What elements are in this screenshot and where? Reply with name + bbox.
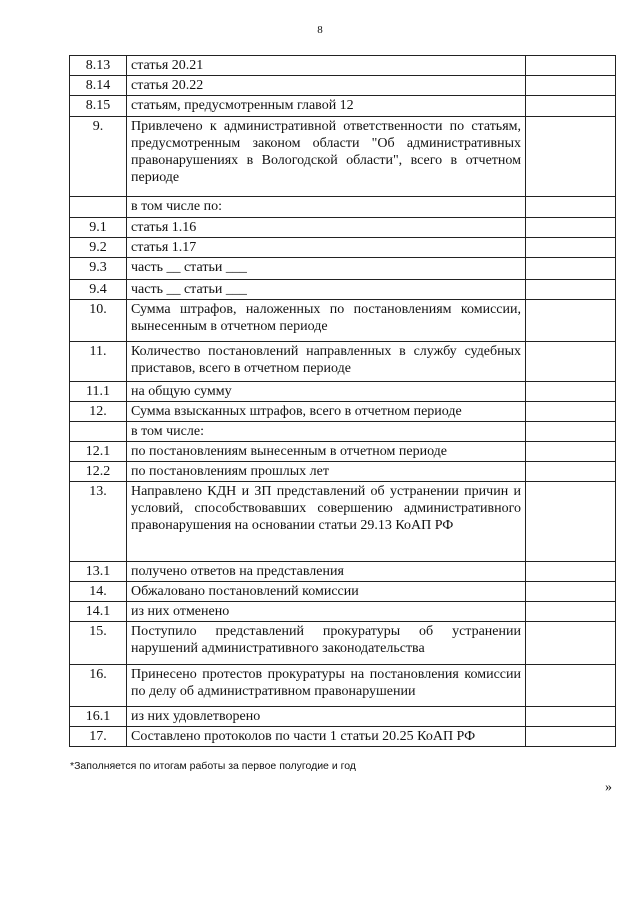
- row-number-cell: 14.1: [70, 602, 127, 622]
- row-description-cell: Сумма штрафов, наложенных по постановлениям комиссии, вынесенным в отчетном периоде: [127, 300, 526, 342]
- row-value-cell: [526, 342, 616, 382]
- row-description-cell: Направлено КДН и ЗП представлений об устранении причин и условий, способствовавших совершению административного правонарушения на основании статьи 29.13 КоАП РФ: [127, 482, 526, 562]
- row-value-cell: [526, 727, 616, 747]
- row-value-cell: [526, 665, 616, 707]
- row-number-cell: 16.1: [70, 707, 127, 727]
- row-description-cell: статьям, предусмотренным главой 12: [127, 96, 526, 117]
- row-description-cell: статья 1.16: [127, 218, 526, 238]
- row-description-cell: Принесено протестов прокуратуры на постановления комиссии по делу об административном правонарушении: [127, 665, 526, 707]
- table-row: [70, 402, 616, 422]
- row-description-cell: статья 20.22: [127, 76, 526, 96]
- row-value-cell: [526, 602, 616, 622]
- row-number-cell: 16.: [70, 665, 127, 707]
- row-value-cell: [526, 622, 616, 665]
- table-row: [70, 422, 616, 442]
- row-number-cell: 8.14: [70, 76, 127, 96]
- row-number-cell: 9.2: [70, 238, 127, 258]
- closing-quote-mark: »: [605, 780, 612, 795]
- row-value-cell: [526, 707, 616, 727]
- row-number-cell: 9.: [70, 117, 127, 197]
- table-row: [70, 622, 616, 665]
- row-value-cell: [526, 117, 616, 197]
- row-value-cell: [526, 402, 616, 422]
- table-row: [70, 197, 616, 218]
- row-number-cell: 12.2: [70, 462, 127, 482]
- table-row: [70, 442, 616, 462]
- row-description-cell: Обжаловано постановлений комиссии: [127, 582, 526, 602]
- row-number-cell: 10.: [70, 300, 127, 342]
- row-value-cell: [526, 562, 616, 582]
- row-number-cell: 13.: [70, 482, 127, 562]
- row-description-cell: по постановлениям прошлых лет: [127, 462, 526, 482]
- row-description-cell: из них отменено: [127, 602, 526, 622]
- row-number-cell: 11.1: [70, 382, 127, 402]
- table-row: [70, 562, 616, 582]
- row-number-cell: 8.13: [70, 56, 127, 76]
- table-row: [70, 218, 616, 238]
- row-value-cell: [526, 442, 616, 462]
- row-value-cell: [526, 56, 616, 76]
- table-row: [70, 602, 616, 622]
- report-table-body: [70, 56, 616, 747]
- row-description-cell: часть __ статьи ___: [127, 258, 526, 280]
- row-description-cell: Количество постановлений направленных в службу судебных приставов, всего в отчетном периоде: [127, 342, 526, 382]
- row-number-cell: [70, 197, 127, 218]
- row-description-cell: в том числе:: [127, 422, 526, 442]
- row-description-cell: на общую сумму: [127, 382, 526, 402]
- row-number-cell: 11.: [70, 342, 127, 382]
- row-description-cell: Сумма взысканных штрафов, всего в отчетном периоде: [127, 402, 526, 422]
- row-value-cell: [526, 422, 616, 442]
- row-value-cell: [526, 76, 616, 96]
- table-row: [70, 96, 616, 117]
- table-row: [70, 707, 616, 727]
- row-number-cell: 17.: [70, 727, 127, 747]
- row-value-cell: [526, 482, 616, 562]
- row-value-cell: [526, 218, 616, 238]
- row-description-cell: Составлено протоколов по части 1 статьи 20.25 КоАП РФ: [127, 727, 526, 747]
- row-number-cell: 9.4: [70, 280, 127, 300]
- row-number-cell: 13.1: [70, 562, 127, 582]
- table-row: [70, 482, 616, 562]
- row-value-cell: [526, 462, 616, 482]
- row-value-cell: [526, 197, 616, 218]
- report-table: [69, 55, 616, 747]
- row-value-cell: [526, 96, 616, 117]
- table-row: [70, 665, 616, 707]
- row-description-cell: статья 1.17: [127, 238, 526, 258]
- row-number-cell: [70, 422, 127, 442]
- row-value-cell: [526, 300, 616, 342]
- table-row: [70, 342, 616, 382]
- row-description-cell: получено ответов на представления: [127, 562, 526, 582]
- row-description-cell: по постановлениям вынесенным в отчетном периоде: [127, 442, 526, 462]
- row-number-cell: 12.: [70, 402, 127, 422]
- footnote: *Заполняется по итогам работы за первое полугодие и год: [70, 760, 356, 772]
- row-description-cell: статья 20.21: [127, 56, 526, 76]
- row-number-cell: 8.15: [70, 96, 127, 117]
- table-row: [70, 117, 616, 197]
- row-number-cell: 14.: [70, 582, 127, 602]
- row-description-cell: Поступило представлений прокуратуры об устранении нарушений административного законодательства: [127, 622, 526, 665]
- table-row: [70, 462, 616, 482]
- table-row: [70, 280, 616, 300]
- table-row: [70, 258, 616, 280]
- row-number-cell: 9.1: [70, 218, 127, 238]
- row-number-cell: 15.: [70, 622, 127, 665]
- row-description-cell: часть __ статьи ___: [127, 280, 526, 300]
- table-row: [70, 76, 616, 96]
- table-row: [70, 300, 616, 342]
- page-number: 8: [317, 24, 323, 36]
- row-description-cell: из них удовлетворено: [127, 707, 526, 727]
- table-row: [70, 582, 616, 602]
- row-value-cell: [526, 238, 616, 258]
- row-value-cell: [526, 280, 616, 300]
- row-value-cell: [526, 258, 616, 280]
- table-row: [70, 238, 616, 258]
- table-row: [70, 727, 616, 747]
- row-description-cell: Привлечено к административной ответственности по статьям, предусмотренным законом области "Об административных правонарушениях в Вологодской области", всего в отчетном периоде: [127, 117, 526, 197]
- row-number-cell: 12.1: [70, 442, 127, 462]
- row-number-cell: 9.3: [70, 258, 127, 280]
- row-value-cell: [526, 582, 616, 602]
- table-row: [70, 56, 616, 76]
- row-value-cell: [526, 382, 616, 402]
- row-description-cell: в том числе по:: [127, 197, 526, 218]
- table-row: [70, 382, 616, 402]
